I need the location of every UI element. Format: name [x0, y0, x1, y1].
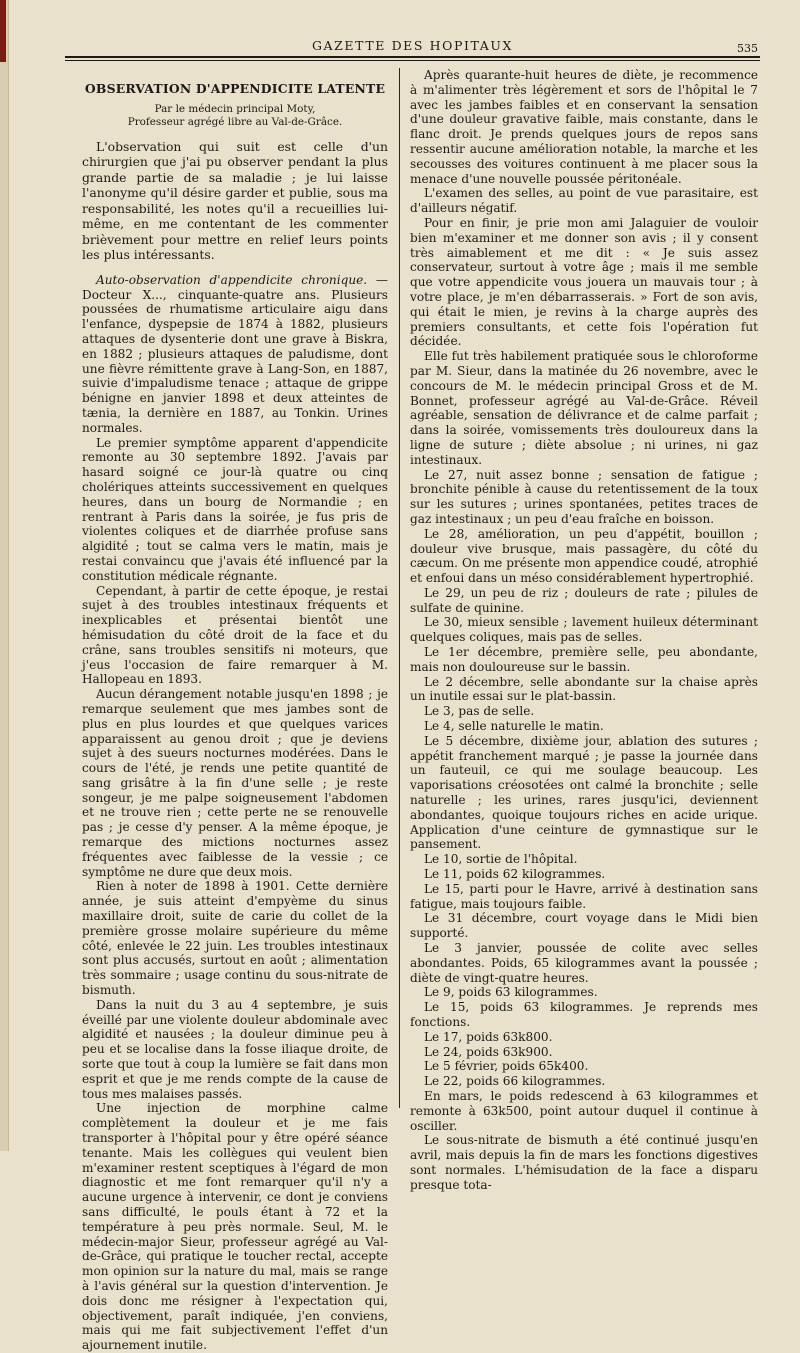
- paragraph: Dans la nuit du 3 au 4 septembre, je suis éveillé par une violente douleur abdominale avec algidité et nausées ; la douleur diminue peu à peu et se localise dans la fosse iliaque droite, de sorte que tout à coup la lumière se fait dans mon esprit et que je me rends compte de la cause de tous mes malaises passés.: [82, 997, 388, 1101]
- paragraph: Elle fut très habilement pratiquée sous le chloroforme par M. Sieur, dans la matinée du 26 novembre, avec le concours de M. le médecin principal Gross et de M. Bonnet, professeur agrégé au Val-de-Grâce. Réveil agréable, sensation de délivrance et de calme parfait ; dans la soirée, vomissements très douloureux dans la ligne de suture ; diète absolue ; ni urines, ni gaz intestinaux.: [410, 349, 758, 467]
- paragraph: Le 11, poids 62 kilogrammes.: [424, 867, 606, 882]
- paragraph: Le 28, amélioration, un peu d'appétit, bouillon ; douleur vive brusque, mais passagère, du côté du cæcum. On me présente mon appendice coudé, atrophié et enfoui dans un méso considérablement hypertrophié.: [410, 526, 758, 586]
- section-heading: Auto-observation d'appendicite chronique.: [96, 272, 368, 287]
- paragraph: Le 9, poids 63 kilogrammes.: [424, 985, 598, 1000]
- paragraph: Le premier symptôme apparent d'appendicite remonte au 30 septembre 1892. J'avais par hasard soigné ce jour-là quatre ou cinq cholériques atteints successivement en quelques heures, dans un bourg de Normandie ; en rentrant à Paris dans la soirée, je fus pris de violentes coliques et de diarrhée profuse sans algidité ; tout se calma vers le matin, mais je restai convaincu que j'avais été influencé par la constitution médicale régnante.: [82, 435, 388, 583]
- intro-paragraph: L'observation qui suit est celle d'un chirurgien que j'ai pu observer pendant la plus grande partie de sa maladie ; je lui laisse l'anonyme qu'il désire garder et publie, sous ma responsabilité, les notes qu'il a recueillies lui-même, en me contentant de les commenter brièvement pour mettre en relief leurs points les plus intéressants.: [82, 138, 388, 263]
- paragraph: Le 4, selle naturelle le matin.: [424, 719, 604, 734]
- paragraph: Après quarante-huit heures de diète, je recommence à m'alimenter très légèrement et sors de l'hôpital le 7 avec les jambes faibles et en conservant la sensation d'une douleur gravative faible, mais constante, dans le flanc droit. Je prends quelques jours de repos sans ressentir aucune amélioration notable, la marche et les secousses des voitures continuent à me placer sous la menace d'une nouvelle poussée péritonéale.: [410, 68, 758, 186]
- paragraph: Le 10, sortie de l'hôpital.: [424, 852, 578, 867]
- paragraph: Le 29, un peu de riz ; douleurs de rate ; pilules de sulfate de quinine.: [410, 585, 758, 615]
- paragraph: Le 3 janvier, poussée de colite avec selles abondantes. Poids, 65 kilogrammes avant la poussée ; diète de vingt-quatre heures.: [410, 941, 758, 985]
- paragraph: Le 27, nuit assez bonne ; sensation de fatigue ; bronchite pénible à cause du retentissement de la toux sur les sutures ; urines spontanées, petites traces de gaz intestinaux ; un peu d'eau fraîche en boisson.: [410, 467, 758, 526]
- paragraph: Cependant, à partir de cette époque, je restai sujet à des troubles intestinaux fréquents et inexplicables et présentai bientôt une hémisudation du côté droit de la face et du crâne, sans troubles sensitifs ni moteurs, que j'eus l'occasion de faire remarquer à M. Hallopeau en 1893.: [82, 583, 388, 687]
- paragraph: L'examen des selles, au point de vue parasitaire, est d'ailleurs négatif.: [410, 186, 758, 216]
- paragraph: Pour en finir, je prie mon ami Jalaguier de vouloir bien m'examiner et me donner son avis ; il y consent très aimablement et me dit : « Je suis assez conservateur, surtout à votre âge ; mais il me semble que votre appendicite vous jouera un mauvais tour ; à votre place, je m'en débarrasserais. » Fort de son avis, qui était le mien, je revins à la charge auprès des premiers consultants, et cette fois l'opération fut décidée.: [410, 215, 758, 349]
- paragraph: Le 31 décembre, court voyage dans le Midi bien supporté.: [410, 911, 758, 941]
- paragraph: Une injection de morphine calme complètement la douleur et je me fais transporter à l'hôpital pour y être opéré séance tenante. Mais les collègues qui veulent bien m'examiner restent sceptiques à l'égard de mon diagnostic et me font remarquer qu'il n'y a aucune urgence à intervenir, ce dont je conviens sans difficulté, le pouls étant à 72 et la température à peu près normale. Seul, M. le médecin-major Sieur, professeur agrégé au Val-de-Grâce, qui pratique le toucher rectal, accepte mon opinion sur la nature du mal, mais se range à l'avis général sur la question d'intervention. Je dois donc me résigner à l'expectation qui, objectivement, paraît indiquée, j'en conviens, mais qui me fait subjectivement l'effet d'un ajournement inutile.: [82, 1101, 388, 1353]
- paragraph-text: — Docteur X..., cinquante-quatre ans. Plusieurs poussées de rhumatisme articulaire aigu dans l'enfance, dyspepsie de 1874 à 1882, plusieurs attaques de dysenterie dont une grave à Biskra, en 1882 ; plusieurs attaques de paludisme, dont une fièvre rémittente grave à Lang-Son, en 1887, suivie d'impaludisme tenace ; attaque de grippe bénigne en janvier 1898 et deux atteintes de tænia, la dernière en 1887, au Tonkin. Urines normales.: [82, 272, 388, 435]
- paragraph: Le 15, parti pour le Havre, arrivé à destination sans fatigue, mais toujours faible.: [410, 881, 758, 911]
- header-rule: [65, 56, 760, 58]
- paragraph: Le 30, mieux sensible ; lavement huileux déterminant quelques coliques, mais pas de selles.: [410, 615, 758, 645]
- paragraph: Le sous-nitrate de bismuth a été continué jusqu'en avril, mais depuis la fin de mars les fonctions digestives sont normales. L'hémisudation de la face a disparu presque tota-: [410, 1133, 758, 1192]
- header-rule-thin: [65, 60, 760, 61]
- right-column: [410, 68, 758, 1193]
- paragraph: Le 17, poids 63k800.: [424, 1029, 553, 1044]
- paragraph: Le 15, poids 63 kilogrammes. Je reprends mes fonctions.: [410, 1000, 758, 1029]
- article-title: OBSERVATION D'APPENDICITE LATENTE: [84, 81, 386, 96]
- left-column: [82, 68, 388, 1353]
- paragraph: Le 5 février, poids 65k400.: [424, 1059, 589, 1074]
- paragraph: Le 2 décembre, selle abondante sur la chaise après un inutile essai sur le plat-bassin.: [410, 674, 758, 704]
- paragraph: Aucun dérangement notable jusqu'en 1898 ; je remarque seulement que mes jambes sont de plus en plus lourdes et que quelques varices apparaissent au genou droit ; que je deviens sujet à des sueurs nocturnes modérées. Dans le cours de l'été, je rends une petite quantité de sang grisâtre à la fin d'une selle ; je reste songeur, je me palpe soigneusement l'abdomen et ne trouve rien ; cette perte ne se renouvelle pas ; je cesse d'y penser. A la même époque, je remarque des mictions nocturnes assez fréquentes avec faiblesse de la vessie ; ce symptôme ne dure que deux mois.: [82, 687, 388, 879]
- journal-title: GAZETTE DES HOPITAUX: [311, 38, 514, 53]
- article-affiliation: Professeur agrégé libre au Val-de-Grâce.: [127, 115, 343, 128]
- page-edge: [0, 0, 9, 1151]
- article-byline: Par le médecin principal Moty,: [154, 102, 316, 115]
- paragraph: Le 1er décembre, première selle, peu abondante, mais non douloureuse sur le bassin.: [410, 645, 758, 674]
- column-divider: [399, 68, 400, 1108]
- paragraph: Rien à noter de 1898 à 1901. Cette dernière année, je suis atteint d'empyème du sinus maxillaire droit, suite de carie du collet de la première grosse molaire supérieure du même côté, enlevée le 22 juin. Les troubles intestinaux sont plus accusés, surtout en août ; alimentation très sommaire ; usage continu du sous-nitrate de bismuth.: [82, 879, 388, 998]
- running-header: [65, 36, 760, 66]
- paragraph: En mars, le poids redescend à 63 kilogrammes et remonte à 63k500, point autour duquel il continue à osciller.: [410, 1088, 758, 1133]
- paragraph: Le 5 décembre, dixième jour, ablation des sutures ; appétit franchement marqué ; je passe la journée dans un fauteuil, ce qui me soulage beaucoup. Les vaporisations créosotées ont calmé la bronchite ; selle naturelle ; les urines, rares jusqu'ici, deviennent abondantes, quoique toujours riches en acide urique. Application d'une ceinture de gymnastique sur le pansement.: [410, 733, 758, 852]
- paragraph: Le 3, pas de selle.: [424, 704, 535, 719]
- binding-mark: [0, 0, 6, 62]
- page-number: 535: [737, 42, 758, 55]
- paragraph: Le 24, poids 63k900.: [424, 1044, 553, 1059]
- paragraph: Le 22, poids 66 kilogrammes.: [424, 1074, 606, 1089]
- paragraph: [82, 273, 388, 436]
